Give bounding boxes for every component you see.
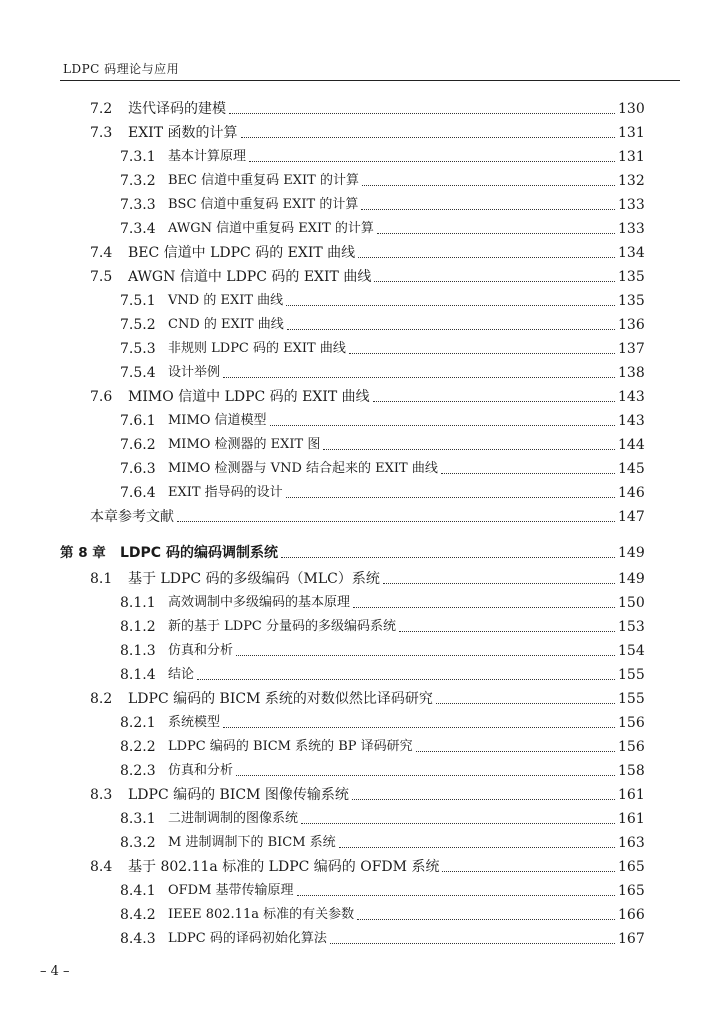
dot-leader bbox=[399, 631, 615, 632]
toc-entry-page: 165 bbox=[618, 859, 645, 875]
toc-entry-title: BSC 信道中重复码 EXIT 的计算 bbox=[168, 197, 359, 212]
toc-entry-number: 7.3.3 bbox=[120, 197, 156, 213]
dot-leader bbox=[349, 353, 615, 354]
toc-entry[interactable] bbox=[0, 432, 714, 454]
toc-entry[interactable] bbox=[0, 192, 714, 214]
dot-leader bbox=[374, 281, 615, 282]
toc-entry-title: OFDM 基带传输原理 bbox=[168, 883, 294, 898]
dot-leader bbox=[361, 209, 615, 210]
toc-entry-page: 143 bbox=[618, 389, 645, 405]
toc-entry-page: 165 bbox=[618, 883, 645, 899]
toc-entry-number: 8.3.2 bbox=[120, 835, 156, 851]
dot-leader bbox=[416, 751, 615, 752]
toc-entry-title: 结论 bbox=[168, 667, 195, 682]
toc-entry-title: 系统模型 bbox=[168, 715, 221, 730]
toc-entry-number: 8.3 bbox=[90, 787, 113, 803]
toc-entry-title: 二进制调制的图像系统 bbox=[168, 811, 299, 826]
header-rule bbox=[60, 80, 680, 81]
toc-entry-page: 131 bbox=[618, 149, 645, 165]
dot-leader bbox=[442, 871, 615, 872]
toc-entry-title: MIMO 信道中 LDPC 码的 EXIT 曲线 bbox=[128, 389, 370, 405]
dot-leader bbox=[286, 305, 615, 306]
dot-leader bbox=[377, 233, 615, 234]
toc-entry-title: 新的基于 LDPC 分量码的多级编码系统 bbox=[168, 619, 397, 634]
dot-leader bbox=[301, 823, 615, 824]
toc-entry-title: VND 的 EXIT 曲线 bbox=[168, 293, 284, 308]
toc-entry-page: 155 bbox=[618, 691, 645, 707]
toc-entry-title: LDPC 编码的 BICM 系统的 BP 译码研究 bbox=[168, 739, 413, 754]
toc-entry-page: 143 bbox=[618, 413, 645, 429]
toc-entry-title: CND 的 EXIT 曲线 bbox=[168, 317, 284, 332]
toc-entry[interactable] bbox=[0, 480, 714, 502]
toc-entry-page: 161 bbox=[618, 811, 645, 827]
toc-entry-page: 133 bbox=[618, 197, 645, 213]
toc-entry-number: 8.3.1 bbox=[120, 811, 156, 827]
toc-entry-number: 8.1.2 bbox=[120, 619, 156, 635]
dot-leader bbox=[353, 607, 615, 608]
toc-entry-page: 135 bbox=[618, 269, 645, 285]
toc-entry-number: 7.2 bbox=[90, 101, 113, 117]
toc-entry-number: 第 8 章 bbox=[60, 545, 106, 561]
toc-entry-title: M 进制调制下的 BICM 系统 bbox=[168, 835, 336, 850]
toc-entry-title: 基于 802.11a 标准的 LDPC 编码的 OFDM 系统 bbox=[128, 859, 440, 875]
toc-entry-page: 136 bbox=[618, 317, 645, 333]
toc-entry[interactable] bbox=[0, 384, 714, 406]
toc-entry-page: 167 bbox=[618, 931, 645, 947]
toc-entry-page: 166 bbox=[618, 907, 645, 923]
toc-entry-number: 7.5.1 bbox=[120, 293, 156, 309]
toc-entry-page: 156 bbox=[618, 739, 645, 755]
toc-entry-page: 133 bbox=[618, 221, 645, 237]
dot-leader bbox=[236, 655, 615, 656]
toc-entry[interactable] bbox=[0, 168, 714, 190]
toc-entry[interactable] bbox=[0, 878, 714, 900]
toc-entry[interactable] bbox=[0, 264, 714, 286]
toc-entry-title: LDPC 编码的 BICM 图像传输系统 bbox=[128, 787, 349, 803]
toc-entry-page: 132 bbox=[618, 173, 645, 189]
dot-leader bbox=[287, 329, 615, 330]
toc-entry[interactable] bbox=[0, 408, 714, 430]
toc-entry-number: 8.4.2 bbox=[120, 907, 156, 923]
toc-entry-title: LDPC 码的译码初始化算法 bbox=[168, 931, 327, 946]
toc-entry-number: 7.6.4 bbox=[120, 485, 156, 501]
toc-entry-title: 高效调制中多级编码的基本原理 bbox=[168, 595, 351, 610]
dot-leader bbox=[236, 775, 615, 776]
toc-entry-number: 8.1.1 bbox=[120, 595, 156, 611]
toc-entry-title: EXIT 函数的计算 bbox=[128, 125, 238, 141]
toc-entry-number: 8.2.3 bbox=[120, 763, 156, 779]
toc-entry-number: 7.3.4 bbox=[120, 221, 156, 237]
toc-entry[interactable] bbox=[0, 456, 714, 478]
toc-entry-page: 155 bbox=[618, 667, 645, 683]
dot-leader bbox=[197, 679, 615, 680]
toc-entry-page: 154 bbox=[618, 643, 645, 659]
toc-entry[interactable] bbox=[0, 240, 714, 262]
toc-entry[interactable] bbox=[0, 926, 714, 948]
toc-entry-page: 163 bbox=[618, 835, 645, 851]
dot-leader bbox=[362, 185, 615, 186]
toc-entry-title: 仿真和分析 bbox=[168, 763, 234, 778]
toc-entry-number: 8.2 bbox=[90, 691, 113, 707]
dot-leader bbox=[223, 377, 615, 378]
dot-leader bbox=[241, 137, 615, 138]
toc-entry-title: EXIT 指导码的设计 bbox=[168, 485, 283, 500]
toc-entry-page: 145 bbox=[618, 461, 645, 477]
toc-entry[interactable] bbox=[0, 638, 714, 660]
dot-leader bbox=[229, 113, 615, 114]
toc-entry[interactable] bbox=[0, 806, 714, 828]
toc-entry-page: 158 bbox=[618, 763, 645, 779]
dot-leader bbox=[323, 449, 615, 450]
toc-entry-title: 本章参考文献 bbox=[90, 509, 174, 525]
toc-entry-page: 156 bbox=[618, 715, 645, 731]
toc-entry[interactable] bbox=[0, 854, 714, 876]
toc-entry-number: 8.2.2 bbox=[120, 739, 156, 755]
toc-entry-number: 7.5.2 bbox=[120, 317, 156, 333]
toc-entry[interactable] bbox=[0, 96, 714, 118]
dot-leader bbox=[357, 919, 615, 920]
toc-entry[interactable] bbox=[0, 590, 714, 612]
toc-entry-number: 7.6.1 bbox=[120, 413, 156, 429]
dot-leader bbox=[281, 557, 615, 558]
toc-entry-title: MIMO 检测器与 VND 结合起来的 EXIT 曲线 bbox=[168, 461, 438, 476]
toc-entry[interactable] bbox=[0, 734, 714, 756]
dot-leader bbox=[352, 799, 615, 800]
dot-leader bbox=[297, 895, 615, 896]
toc-entry-page: 147 bbox=[618, 509, 645, 525]
dot-leader bbox=[270, 425, 615, 426]
dot-leader bbox=[339, 847, 615, 848]
toc-entry[interactable] bbox=[0, 614, 714, 636]
toc-entry-title: MIMO 信道模型 bbox=[168, 413, 267, 428]
toc-entry-title: BEC 信道中 LDPC 码的 EXIT 曲线 bbox=[128, 245, 356, 261]
toc-entry-title: MIMO 检测器的 EXIT 图 bbox=[168, 437, 321, 452]
toc-entry-number: 7.6 bbox=[90, 389, 113, 405]
toc-entry-number: 7.6.2 bbox=[120, 437, 156, 453]
toc-entry-page: 149 bbox=[618, 571, 645, 587]
toc-entry-title: 非规则 LDPC 码的 EXIT 曲线 bbox=[168, 341, 346, 356]
toc-entry[interactable] bbox=[0, 710, 714, 732]
dot-leader bbox=[436, 703, 615, 704]
toc-entry-number: 7.3.1 bbox=[120, 149, 156, 165]
toc-entry-number: 8.1 bbox=[90, 571, 113, 587]
page-number: – 4 – bbox=[40, 964, 70, 979]
toc-entry-title: LDPC 编码的 BICM 系统的对数似然比译码研究 bbox=[128, 691, 433, 707]
toc-entry-number: 8.1.4 bbox=[120, 667, 156, 683]
toc-entry-number: 7.3 bbox=[90, 125, 113, 141]
toc-entry[interactable] bbox=[0, 360, 714, 382]
toc-entry-page: 135 bbox=[618, 293, 645, 309]
toc-chapter-entry[interactable] bbox=[0, 540, 714, 562]
dot-leader bbox=[249, 161, 615, 162]
dot-leader bbox=[223, 727, 615, 728]
toc-entry[interactable] bbox=[0, 662, 714, 684]
toc-entry[interactable] bbox=[0, 782, 714, 804]
toc-entry-page: 134 bbox=[618, 245, 645, 261]
toc-entry[interactable] bbox=[0, 312, 714, 334]
toc-entry-number: 8.4.3 bbox=[120, 931, 156, 947]
toc-entry[interactable] bbox=[0, 288, 714, 310]
toc-entry-number: 7.5.3 bbox=[120, 341, 156, 357]
toc-entry[interactable] bbox=[0, 902, 714, 924]
toc-entry[interactable] bbox=[0, 830, 714, 852]
toc-entry-page: 131 bbox=[618, 125, 645, 141]
toc-entry-title: 仿真和分析 bbox=[168, 643, 234, 658]
toc-entry-page: 130 bbox=[618, 101, 645, 117]
toc-entry-page: 153 bbox=[618, 619, 645, 635]
toc-entry-title: BEC 信道中重复码 EXIT 的计算 bbox=[168, 173, 359, 188]
toc-entry[interactable] bbox=[0, 504, 714, 526]
toc-entry[interactable] bbox=[0, 686, 714, 708]
toc-entry-title: 迭代译码的建模 bbox=[128, 101, 226, 117]
dot-leader bbox=[177, 521, 615, 522]
toc-entry-number: 7.5.4 bbox=[120, 365, 156, 381]
toc-entry-page: 144 bbox=[618, 437, 645, 453]
toc-entry[interactable] bbox=[0, 758, 714, 780]
toc-entry-title: AWGN 信道中 LDPC 码的 EXIT 曲线 bbox=[128, 269, 372, 285]
toc-entry[interactable] bbox=[0, 566, 714, 588]
toc-entry-page: 138 bbox=[618, 365, 645, 381]
toc-entry-number: 7.6.3 bbox=[120, 461, 156, 477]
toc-entry-title: 基本计算原理 bbox=[168, 149, 247, 164]
toc-entry-page: 149 bbox=[618, 545, 645, 561]
dot-leader bbox=[330, 943, 615, 944]
toc-entry-page: 161 bbox=[618, 787, 645, 803]
dot-leader bbox=[373, 401, 615, 402]
toc-entry-page: 137 bbox=[618, 341, 645, 357]
running-header-title: LDPC 码理论与应用 bbox=[63, 62, 180, 76]
toc-entry[interactable] bbox=[0, 216, 714, 238]
toc-entry-number: 8.4 bbox=[90, 859, 113, 875]
dot-leader bbox=[358, 257, 615, 258]
toc-entry-title: 基于 LDPC 码的多级编码（MLC）系统 bbox=[128, 571, 380, 587]
toc-entry-title: AWGN 信道中重复码 EXIT 的计算 bbox=[168, 221, 374, 236]
toc-entry[interactable] bbox=[0, 336, 714, 358]
toc-entry-page: 146 bbox=[618, 485, 645, 501]
toc-entry-title: LDPC 码的编码调制系统 bbox=[120, 545, 278, 561]
toc-entry-page: 150 bbox=[618, 595, 645, 611]
toc-entry[interactable] bbox=[0, 120, 714, 142]
toc-entry-title: IEEE 802.11a 标准的有关参数 bbox=[168, 907, 355, 922]
dot-leader bbox=[286, 497, 615, 498]
toc-entry-number: 7.3.2 bbox=[120, 173, 156, 189]
toc-entry-number: 7.5 bbox=[90, 269, 113, 285]
dot-leader bbox=[383, 583, 615, 584]
toc-entry-number: 8.4.1 bbox=[120, 883, 156, 899]
toc-entry[interactable] bbox=[0, 144, 714, 166]
dot-leader bbox=[441, 473, 615, 474]
toc-entry-number: 8.2.1 bbox=[120, 715, 156, 731]
toc-entry-number: 7.4 bbox=[90, 245, 113, 261]
toc-entry-number: 8.1.3 bbox=[120, 643, 156, 659]
toc-entry-title: 设计举例 bbox=[168, 365, 221, 380]
